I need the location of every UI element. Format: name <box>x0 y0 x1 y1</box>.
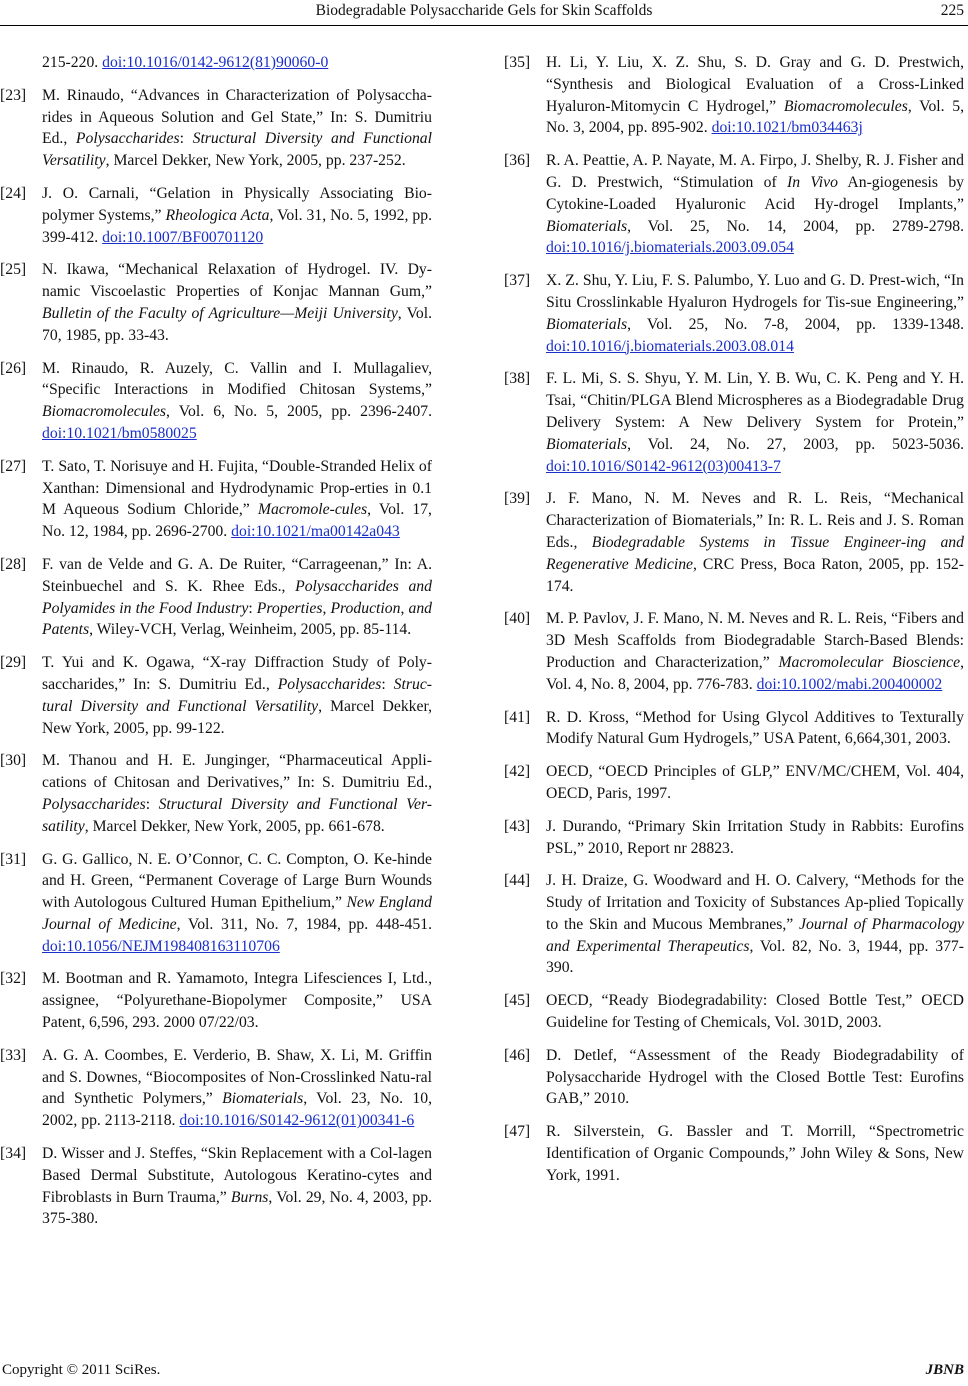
reference-number: [25] <box>0 261 27 279</box>
reference-text: OECD, “OECD Principles of GLP,” ENV/MC/CHEM, Vol. 404, OECD, Paris, 1997. <box>546 763 964 802</box>
reference-number: [45] <box>504 992 531 1010</box>
doi-link[interactable]: doi:10.1021/bm0580025 <box>42 424 197 442</box>
reference-text: , Vol. 311, No. 7, 1984, pp. 448-451. <box>176 915 432 933</box>
running-header <box>0 0 968 26</box>
reference-entry <box>0 456 432 543</box>
reference-number: [27] <box>0 457 27 475</box>
header-rule <box>0 25 968 26</box>
reference-text: X. Z. Shu, Y. Liu, F. S. Palumbo, Y. Luo and G. D. Prest-wich, “In Situ Crosslinkable Hyaluron Hydrogels for Tis-sue Engineering,” <box>546 272 964 311</box>
reference-italic-text: Structural Diversity and Functional Ver-satility <box>42 795 432 835</box>
reference-entry <box>504 150 964 259</box>
reference-column-right <box>504 52 964 1198</box>
reference-number: [32] <box>0 970 27 988</box>
reference-text: G. G. Gallico, N. E. O’Connor, C. C. Compton, O. Ke-hinde and H. Green, “Permanent Coverage of Large Burn Wounds with Autologous Cultured Human Epithelium,” <box>42 850 432 912</box>
reference-italic-text: Polysaccharides and Polyamides in the Food Industry <box>42 577 432 617</box>
reference-entry <box>504 761 964 805</box>
reference-italic-text: Biomaterials <box>546 435 628 453</box>
copyright-notice: Copyright © 2011 SciRes. <box>2 1362 161 1378</box>
reference-number: [38] <box>504 370 531 388</box>
reference-text: T. Sato, T. Norisuye and H. Fujita, “Double-Stranded Helix of Xanthan: Dimensional and Hydrodynamic Prop-erties in 0.1 M Aqueous Sodium Chloride,” <box>42 457 432 519</box>
reference-text: J. F. Mano, N. M. Neves and R. L. Reis, “Mechanical Characterization of Biomaterials,” In: R. L. Reis and J. S. Roman Eds., <box>546 490 964 551</box>
reference-italic-text: Polysaccharides <box>75 130 180 148</box>
reference-text: , Marcel Dekker, New York, 2005, pp. 661-678. <box>84 817 385 835</box>
reference-number: [34] <box>0 1145 27 1163</box>
reference-entry <box>0 183 432 248</box>
reference-text: M. Rinaudo, “Advances in Characterization of Polysaccha-rides in Aqueous Solution and Gel State,” In: S. Dumitriu Ed., <box>42 86 432 148</box>
reference-text: , Vol. 25, No. 7-8, 2004, pp. 1339-1348. <box>627 315 964 333</box>
reference-text: , CRC Press, Boca Raton, 2005, pp. 152-174. <box>546 555 964 595</box>
reference-italic-text: Properties <box>256 599 323 617</box>
reference-italic-text: Polysaccharides <box>42 795 146 813</box>
reference-entry <box>0 968 432 1033</box>
reference-text: F. L. Mi, S. S. Shyu, Y. M. Lin, Y. B. Wu, C. K. Peng and Y. H. Tsai, “Chitin/PLGA Blend Microspheres as a Biodegradable Drug Delivery System: A New Delivery System for Protein,” <box>546 370 964 431</box>
reference-entry <box>504 52 964 139</box>
reference-italic-text: Biomaterials <box>546 315 628 333</box>
reference-text: T. Yui and K. Ogawa, “X-ray Diffraction Study of Poly-saccharides,” In: S. Dumitriu Ed., <box>42 654 432 693</box>
reference-entry <box>504 1045 964 1110</box>
reference-text: N. Ikawa, “Mechanical Relaxation of Hydrogel. IV. Dy-namic Viscoelastic Properties of Konjac Mannan Gum,” <box>42 261 432 301</box>
reference-entry <box>0 652 432 739</box>
reference-entry <box>0 1045 432 1132</box>
reference-number: [36] <box>504 152 531 170</box>
reference-number: [26] <box>0 359 27 377</box>
reference-text: , Marcel Dekker, New York, 2005, pp. 99-122. <box>42 697 432 737</box>
reference-text: , Vol. 82, No. 3, 1944, pp. 377-390. <box>546 937 964 977</box>
doi-link[interactable]: doi:10.1016/j.biomaterials.2003.08.014 <box>546 337 794 355</box>
reference-italic-text: Macromolecular Bioscience <box>778 653 961 671</box>
reference-text: , <box>400 599 409 617</box>
reference-number: [23] <box>0 86 27 104</box>
reference-text: R. Silverstein, G. Bassler and T. Morrill, “Spectrometric Identification of Organic Compounds,” John Wiley & Sons, New York, 1991. <box>546 1123 964 1184</box>
doi-link[interactable]: doi:10.1016/0142-9612(81)90060-0 <box>102 54 329 71</box>
reference-text: , Vol. 31, No. 5, 1992, pp. 399-412. <box>42 206 433 246</box>
reference-number: [35] <box>504 54 531 71</box>
doi-link[interactable]: doi:10.1056/NEJM198408163110706 <box>42 937 280 955</box>
reference-italic-text: Biomacromolecules <box>783 97 908 115</box>
reference-number: [43] <box>504 817 531 835</box>
reference-italic-text: Production <box>330 599 401 617</box>
reference-text: , Vol. 6, No. 5, 2005, pp. 2396-2407. <box>166 403 432 421</box>
reference-entry <box>0 1143 432 1230</box>
reference-text: : <box>179 130 193 148</box>
reference-entry <box>0 85 432 172</box>
reference-text: : <box>248 599 257 617</box>
reference-italic-text: New England Journal of Medicine <box>42 894 432 933</box>
reference-text: J. Durando, “Primary Skin Irritation Study in Rabbits: Eurofins PSL,” 2010, Report nr 28823. <box>546 817 964 857</box>
reference-entry <box>504 270 964 357</box>
reference-italic-text: Biomaterials <box>222 1090 304 1108</box>
reference-text: , Vol. 17, No. 12, 1984, pp. 2696-2700. <box>42 501 432 541</box>
reference-number: [47] <box>504 1123 531 1141</box>
running-title: Biodegradable Polysaccharide Gels for Skin Scaffolds <box>315 2 653 19</box>
reference-text: D. Wisser and J. Steffes, “Skin Replacement with a Col-lagen Based Dermal Substitute, Autologous Keratino-cytes and Fibroblasts in Burn Trauma,” <box>42 1145 432 1206</box>
reference-number: [24] <box>0 184 27 202</box>
reference-italic-text: Biodegradable Systems in Tissue Engineer-ing and Regenerative Medicine <box>546 533 964 573</box>
reference-number: [30] <box>0 752 27 770</box>
page-footer <box>0 1362 968 1384</box>
doi-link[interactable]: doi:10.1002/mabi.200400002 <box>756 675 943 693</box>
page-number: 225 <box>940 2 964 19</box>
reference-text: M. Bootman and R. Yamamoto, Integra Lifesciences I, Ltd., assignee, “Polyurethane-Biopolymer Composite,” USA Patent, 6,596, 293. 2000 07/22/03. <box>42 970 432 1032</box>
reference-column-left <box>0 52 432 1241</box>
reference-entry <box>504 990 964 1034</box>
reference-text: M. Rinaudo, R. Auzely, C. Vallin and I. Mullagaliev, “Specific Interactions in Modified Chitosan Systems,” <box>42 359 432 399</box>
reference-entry <box>504 488 964 597</box>
reference-text: : <box>145 795 159 813</box>
reference-italic-text: Macromole-cules <box>257 501 368 519</box>
reference-text: 215-220. <box>42 54 103 71</box>
reference-text: , Vol. 29, No. 4, 2003, pp. 375-380. <box>42 1188 432 1228</box>
reference-text: D. Detlef, “Assessment of the Ready Biodegradability of Polysaccharide Hydrogel with the Closed Bottle Test: Eurofins GAB,” 2010. <box>546 1046 964 1108</box>
reference-text: An-giogenesis by Cytokine-Loaded Hyaluronic Acid Hy-drogel Implants,” <box>546 173 965 213</box>
reference-italic-text: In Vivo <box>787 173 838 191</box>
reference-number: [28] <box>0 555 27 573</box>
reference-text: H. Li, Y. Liu, X. Z. Shu, S. D. Gray and G. D. Prestwich, “Synthesis and Biological Evaluation of a Cross-Linked Hyaluron-Mitomycin C Hydrogel,” <box>546 54 964 115</box>
reference-italic-text: and Patents <box>42 599 433 639</box>
reference-number: [33] <box>0 1046 27 1064</box>
reference-number: [46] <box>504 1046 531 1064</box>
reference-text: OECD, “Ready Biodegradability: Closed Bottle Test,” OECD Guideline for Testing of Chemicals, Vol. 301D, 2003. <box>546 992 964 1032</box>
reference-text: M. Thanou and H. E. Junginger, “Pharmaceutical Appli-cations of Chitosan and Derivatives,” In: S. Dumitriu Ed., <box>42 752 432 792</box>
reference-entry <box>504 870 964 979</box>
reference-italic-text: Biomaterials <box>546 217 628 235</box>
reference-text: R. D. Kross, “Method for Using Glycol Additives to Texturally Modify Natural Gum Hydrogels,” USA Patent, 6,664,301, 2003. <box>546 708 964 748</box>
doi-link[interactable]: doi:10.1016/S0142-9612(01)00341-6 <box>179 1112 415 1130</box>
reference-number: [44] <box>504 872 531 890</box>
reference-italic-text: Struc-tural Diversity and Functional Versatility <box>42 675 433 715</box>
reference-text: , Wiley-VCH, Verlag, Weinheim, 2005, pp. 85-114. <box>89 621 412 639</box>
reference-text: F. van de Velde and G. A. De Ruiter, “Carrageenan,” In: A. Steinbuechel and S. K. Rhee Eds., <box>42 555 432 595</box>
reference-entry <box>504 1121 964 1186</box>
reference-text: J. H. Draize, G. Woodward and H. O. Calvery, “Methods for the Study of Irritation and Toxicity of Substances Ap-plied Topically to the Skin and Mucous Membranes,” <box>546 872 964 933</box>
reference-text: , Vol. 25, No. 14, 2004, pp. 2789-2798. <box>627 217 964 235</box>
doi-link[interactable]: doi:10.1016/S0142-9612(03)00413-7 <box>546 457 781 475</box>
doi-link[interactable]: doi:10.1016/j.biomaterials.2003.09.054 <box>546 239 794 257</box>
reference-italic-text: Rheologica Acta <box>165 206 270 224</box>
reference-number: [42] <box>504 763 531 781</box>
reference-text: , Vol. 23, No. 10, 2002, pp. 2113-2118. <box>42 1090 432 1130</box>
reference-italic-text: Structural Diversity and Functional Versatility <box>42 130 432 170</box>
reference-text: A. G. A. Coombes, E. Verderio, B. Shaw, X. Li, M. Griffin and S. Downes, “Biocomposites of Non-Crosslinked Natu-ral and Synthetic Polymers,” <box>42 1046 432 1108</box>
doi-link[interactable]: doi:10.1007/BF00701120 <box>102 228 264 246</box>
reference-text: M. P. Pavlov, J. F. Mano, N. M. Neves and R. L. Reis, “Fibers and 3D Mesh Scaffolds from Biodegradable Starch-Based Blends: Production and Characterization,” <box>546 610 964 671</box>
reference-number: [41] <box>504 708 531 726</box>
reference-entry <box>0 554 432 641</box>
reference-entry <box>504 608 964 695</box>
reference-text: , Vol. 24, No. 27, 2003, pp. 5023-5036. <box>627 435 964 453</box>
reference-entry <box>504 368 964 477</box>
reference-text: R. A. Peattie, A. P. Nayate, M. A. Firpo, J. Shelby, R. J. Fisher and G. D. Prestwich, “Stimulation of <box>546 152 964 191</box>
reference-text: , Vol. 5, No. 3, 2004, pp. 895-902. <box>546 97 964 137</box>
reference-text: , Marcel Dekker, New York, 2005, pp. 237-252. <box>105 152 406 170</box>
reference-text: : <box>381 675 394 693</box>
reference-text: , Vol. 70, 1985, pp. 33-43. <box>42 304 432 344</box>
reference-text: J. O. Carnali, “Gelation in Physically Associating Bio-polymer Systems,” <box>42 184 432 224</box>
reference-italic-text: Bulletin of the Faculty of Agriculture—Meiji University <box>42 304 398 322</box>
doi-link[interactable]: doi:10.1021/bm034463j <box>711 119 863 137</box>
reference-italic-text: Burns <box>230 1188 269 1206</box>
reference-number: [39] <box>504 490 531 508</box>
reference-number: [37] <box>504 272 531 290</box>
reference-entry <box>0 849 432 958</box>
reference-entry <box>504 816 964 860</box>
reference-entry <box>504 707 964 751</box>
reference-italic-text: Journal of Pharmacology and Experimental Therapeutics <box>546 915 964 955</box>
doi-link[interactable]: doi:10.1021/ma00142a043 <box>231 523 400 541</box>
reference-number: [29] <box>0 654 27 672</box>
reference-number: [31] <box>0 850 27 868</box>
reference-entry <box>0 750 432 837</box>
reference-entry <box>0 259 432 346</box>
reference-italic-text: Polysaccharides <box>277 675 382 693</box>
reference-number: [40] <box>504 610 531 628</box>
journal-abbreviation: JBNB <box>925 1362 964 1378</box>
reference-text: , Vol. 4, No. 8, 2004, pp. 776-783. <box>546 653 964 693</box>
reference-text: , <box>322 599 331 617</box>
reference-italic-text: Biomacromolecules <box>42 403 167 421</box>
reference-entry <box>0 358 432 445</box>
reference-entry <box>0 52 432 74</box>
